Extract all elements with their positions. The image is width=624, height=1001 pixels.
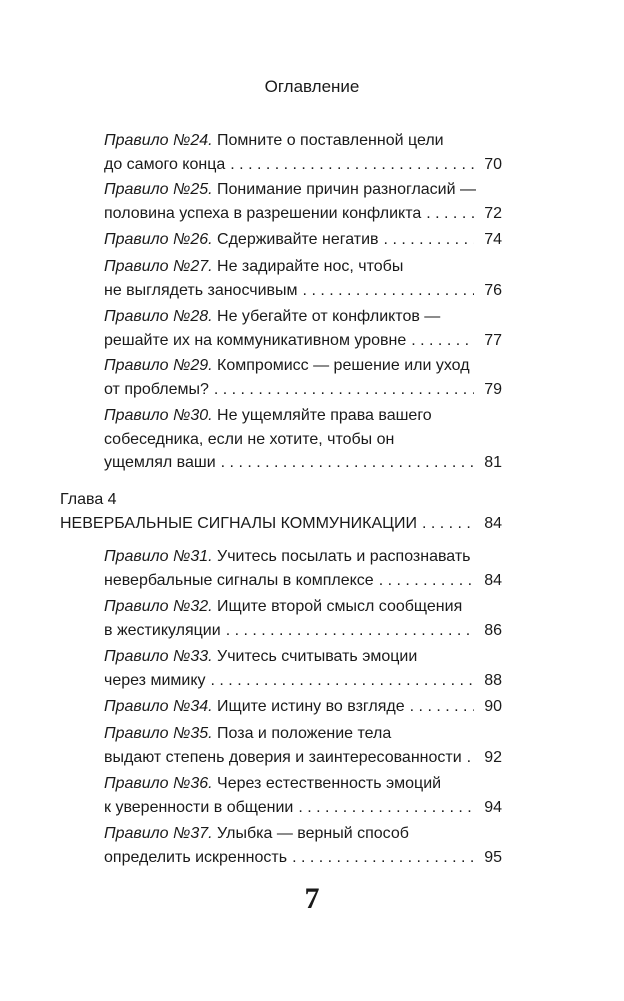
rule-label: Правило №32. [104, 598, 213, 615]
rule-label: Правило №37. [104, 825, 213, 842]
toc-entry-rule-29 [104, 354, 502, 401]
entry-last-line [104, 746, 502, 770]
entry-last-line [104, 228, 502, 252]
dot-leader [303, 279, 474, 303]
rule-title-line: в жестикуляции [104, 621, 221, 639]
entry-last-line [104, 695, 502, 719]
page-number: 90 [484, 698, 502, 715]
entry-line [104, 822, 502, 846]
page-number: 94 [484, 798, 502, 816]
dot-leader [211, 669, 474, 693]
entry-line [104, 178, 502, 202]
toc-entry-rule-31 [104, 545, 502, 592]
chapter-label: Глава 4 [60, 491, 117, 508]
rule-title-line: Учитесь считывать эмоции [217, 648, 418, 665]
page-number: 70 [484, 155, 502, 173]
rule-title-line: Через естественность эмоций [217, 775, 442, 792]
folio-page-number: 7 [304, 882, 320, 915]
entry-last-line [60, 512, 502, 536]
toc-chapter-4 [60, 488, 502, 535]
rule-label: Правило №31. [104, 548, 213, 565]
toc-entry-rule-36 [104, 772, 502, 819]
entry-line [104, 255, 502, 279]
rule-label: Правило №28. [104, 308, 213, 325]
dot-leader [298, 796, 474, 820]
rule-label: Правило №27. [104, 258, 213, 275]
page-number: 84 [484, 571, 502, 589]
entry-last-line [104, 619, 502, 643]
dot-leader [422, 512, 474, 536]
entry-last-line [104, 451, 502, 475]
rule-title-line: Ищите истину во взгляде [217, 698, 405, 715]
toc-entry-rule-37 [104, 822, 502, 869]
entry-last-line [104, 153, 502, 177]
toc-entry-rule-34 [104, 695, 502, 719]
rule-label: Правило №24. [104, 132, 213, 149]
page-number: 76 [484, 281, 502, 299]
rule-label: Правило №36. [104, 775, 213, 792]
rule-title-line: от проблемы? [104, 380, 209, 398]
entry-line [104, 404, 502, 428]
page-number: 81 [484, 454, 502, 471]
entry-line [104, 645, 502, 669]
dot-leader [426, 202, 474, 226]
dot-leader [230, 153, 474, 177]
toc-entry-rule-32 [104, 595, 502, 642]
rule-title-line: решайте их на коммуникативном уровне [104, 331, 407, 349]
page-number: 77 [484, 331, 502, 349]
rule-title-line: собеседника, если не хотите, чтобы он [104, 430, 395, 448]
entry-last-line [104, 378, 502, 402]
rule-label: Правило №25. [104, 181, 213, 198]
rule-title-line: Учитесь посылать и распознавать [217, 548, 471, 565]
chapter-title: НЕВЕРБАЛЬНЫЕ СИГНАЛЫ КОММУНИКАЦИИ [60, 514, 417, 532]
entry-last-line [104, 846, 502, 870]
rule-title-line: Не задирайте нос, чтобы [217, 258, 404, 275]
entry-line [104, 129, 502, 153]
rule-title-line: до самого конца [104, 155, 226, 173]
entry-line [104, 695, 405, 719]
page-number: 72 [484, 204, 502, 222]
toc-entry-rule-25 [104, 178, 502, 225]
entry-line [104, 545, 502, 569]
rule-title-line: к уверенности в общении [104, 798, 294, 816]
entry-last-line [104, 796, 502, 820]
rule-title-line: выдают степень доверия и заинтересованности [104, 748, 462, 766]
rule-title-line: не выглядеть заносчивым [104, 281, 298, 299]
page-number: 86 [484, 621, 502, 639]
page-number: 88 [484, 671, 502, 689]
rule-label: Правило №26. [104, 231, 213, 248]
rule-label: Правило №30. [104, 407, 213, 424]
rule-title-line: Сдерживайте негатив [217, 231, 379, 248]
toc-entry-rule-28 [104, 305, 502, 352]
rule-title-line: через мимику [104, 671, 206, 689]
entry-last-line [104, 329, 502, 353]
entry-last-line [104, 669, 502, 693]
rule-title-line: половина успеха в разрешении конфликта [104, 204, 422, 222]
toc-entry-rule-26 [104, 228, 502, 252]
entry-line [104, 595, 502, 619]
dot-leader [411, 329, 474, 353]
entry-line [104, 354, 502, 378]
rule-title-line: Ищите второй смысл сообщения [217, 598, 463, 615]
dot-leader [384, 228, 474, 252]
toc-entry-rule-30 [104, 404, 502, 475]
dot-leader [379, 569, 474, 593]
rule-label: Правило №34. [104, 698, 213, 715]
rule-title-line: определить искренность [104, 848, 288, 866]
rule-title-line: Понимание причин разногласий — [217, 181, 476, 198]
toc-entry-rule-33 [104, 645, 502, 692]
entry-last-line [104, 279, 502, 303]
dot-leader [221, 451, 474, 475]
entry-line [104, 305, 502, 329]
toc-entry-rule-35 [104, 722, 502, 769]
entry-last-line [104, 569, 502, 593]
rule-title-line: Не ущемляйте права вашего [217, 407, 432, 424]
page-title: Оглавление [264, 77, 360, 96]
dot-leader [467, 746, 474, 770]
rule-title-line: Поза и положение тела [217, 725, 392, 742]
page-number: 79 [484, 380, 502, 398]
rule-label: Правило №29. [104, 357, 213, 374]
rule-title-line: Помните о поставленной цели [217, 132, 444, 149]
entry-line [104, 772, 502, 796]
dot-leader [410, 695, 474, 719]
entry-line [104, 228, 379, 252]
rule-label: Правило №33. [104, 648, 213, 665]
dot-leader [292, 846, 474, 870]
page-number: 84 [484, 514, 502, 532]
rule-title-line: Компромисс — решение или уход [217, 357, 470, 374]
toc-entry-rule-27 [104, 255, 502, 302]
rule-title-line: невербальные сигналы в комплексе [104, 571, 374, 589]
rule-label: Правило №35. [104, 725, 213, 742]
rule-title-line: ущемлял ваши [104, 454, 216, 471]
toc-entry-rule-24 [104, 129, 502, 176]
page-number: 92 [484, 748, 502, 766]
page-number: 74 [484, 231, 502, 248]
dot-leader [226, 619, 474, 643]
entry-last-line [104, 202, 502, 226]
rule-title-line: Не убегайте от конфликтов — [217, 308, 441, 325]
entry-line [104, 722, 502, 746]
dot-leader [214, 378, 474, 402]
rule-title-line: Улыбка — верный способ [217, 825, 409, 842]
page-number: 95 [484, 848, 502, 866]
